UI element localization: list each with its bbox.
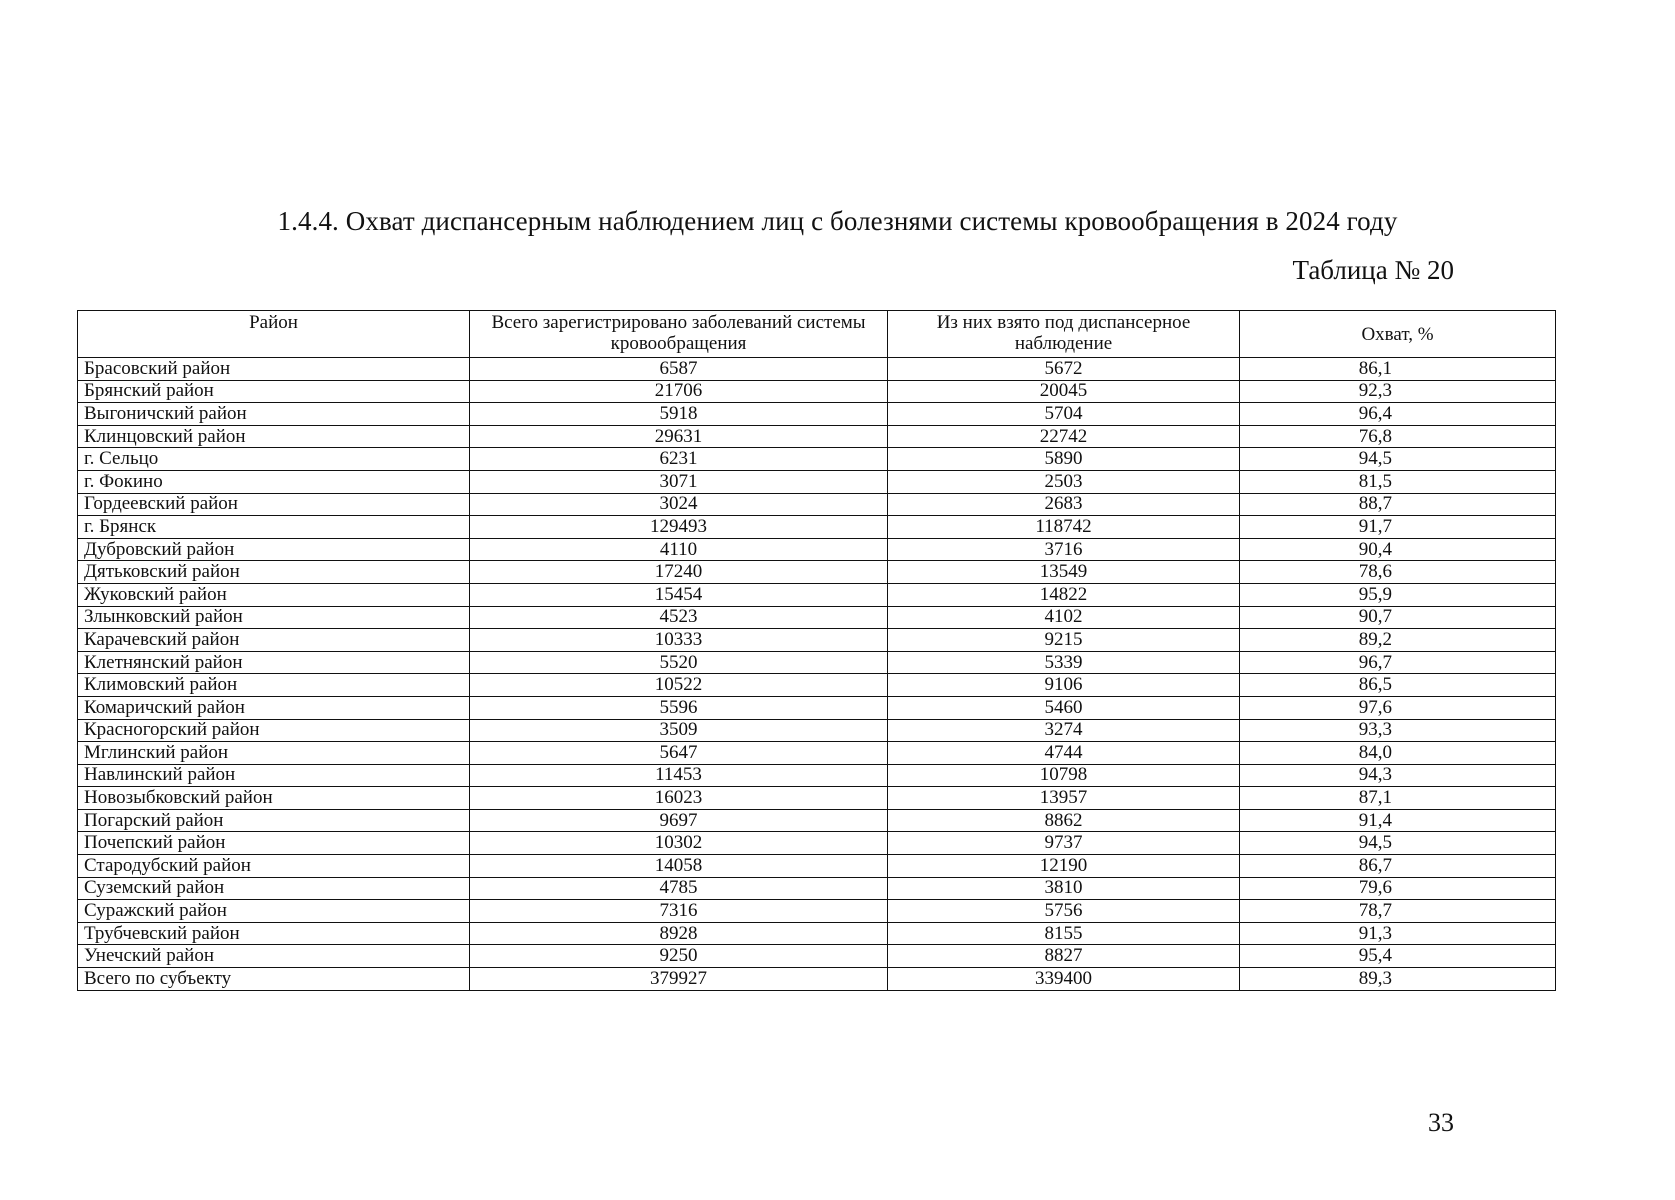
- table-row: [78, 742, 1556, 765]
- table-row: [78, 493, 1556, 516]
- coverage-cell: 78,7: [1240, 900, 1556, 923]
- under-observation-cell: 3274: [888, 719, 1240, 742]
- table-row: [78, 945, 1556, 968]
- table-row: [78, 380, 1556, 403]
- coverage-cell: 86,5: [1240, 674, 1556, 697]
- total-registered-cell: 4785: [470, 877, 888, 900]
- district-cell: Навлинский район: [78, 764, 470, 787]
- coverage-cell: 94,5: [1240, 448, 1556, 471]
- coverage-cell: 93,3: [1240, 719, 1556, 742]
- district-cell: Погарский район: [78, 809, 470, 832]
- district-cell: Новозыбковский район: [78, 787, 470, 810]
- district-cell: Почепский район: [78, 832, 470, 855]
- district-cell: Клинцовский район: [78, 425, 470, 448]
- table-header-row: [78, 311, 1556, 358]
- table-row: [78, 900, 1556, 923]
- coverage-cell: 90,4: [1240, 538, 1556, 561]
- under-observation-cell: 9215: [888, 629, 1240, 652]
- district-cell: Унечский район: [78, 945, 470, 968]
- coverage-cell: 92,3: [1240, 380, 1556, 403]
- district-cell: Суражский район: [78, 900, 470, 923]
- table-number-label: Таблица № 20: [1292, 255, 1454, 285]
- total-registered-cell: 5647: [470, 742, 888, 765]
- under-observation-cell: 3810: [888, 877, 1240, 900]
- total-registered-cell: 21706: [470, 380, 888, 403]
- table-row: [78, 855, 1556, 878]
- under-observation-cell: 13549: [888, 561, 1240, 584]
- under-observation-cell: 5890: [888, 448, 1240, 471]
- coverage-cell: 95,4: [1240, 945, 1556, 968]
- table-row: [78, 877, 1556, 900]
- total-registered-cell: 6231: [470, 448, 888, 471]
- under-observation-cell: 8827: [888, 945, 1240, 968]
- coverage-cell: 91,7: [1240, 516, 1556, 539]
- total-registered-cell: 15454: [470, 583, 888, 606]
- coverage-cell: 88,7: [1240, 493, 1556, 516]
- total-registered-cell: 5918: [470, 403, 888, 426]
- under-observation-cell: 9106: [888, 674, 1240, 697]
- header-coverage-percent: Охват, %: [1240, 311, 1556, 358]
- under-observation-cell: 13957: [888, 787, 1240, 810]
- coverage-cell: 91,4: [1240, 809, 1556, 832]
- coverage-cell: 94,3: [1240, 764, 1556, 787]
- coverage-cell: 81,5: [1240, 470, 1556, 493]
- under-observation-cell: 8862: [888, 809, 1240, 832]
- under-observation-cell: 14822: [888, 583, 1240, 606]
- header-under-observation: Из них взято под диспансерное наблюдение: [888, 311, 1240, 358]
- total-registered-cell: 4110: [470, 538, 888, 561]
- under-observation-cell: 118742: [888, 516, 1240, 539]
- district-cell: Климовский район: [78, 674, 470, 697]
- coverage-cell: 86,1: [1240, 358, 1556, 381]
- table-row: [78, 629, 1556, 652]
- total-registered-cell: 10302: [470, 832, 888, 855]
- total-registered-cell: 17240: [470, 561, 888, 584]
- under-observation-cell: 5756: [888, 900, 1240, 923]
- district-cell: г. Фокино: [78, 470, 470, 493]
- table-body: [78, 358, 1556, 991]
- under-observation-cell: 4102: [888, 606, 1240, 629]
- table-row: [78, 516, 1556, 539]
- under-observation-cell: 12190: [888, 855, 1240, 878]
- total-registered-cell: 11453: [470, 764, 888, 787]
- table-row: [78, 606, 1556, 629]
- table-row: [78, 561, 1556, 584]
- district-cell: Всего по субъекту: [78, 968, 470, 991]
- total-registered-cell: 8928: [470, 922, 888, 945]
- table-row: [78, 651, 1556, 674]
- under-observation-cell: 10798: [888, 764, 1240, 787]
- table-row: [78, 832, 1556, 855]
- total-registered-cell: 3024: [470, 493, 888, 516]
- coverage-table: [77, 310, 1556, 991]
- under-observation-cell: 2683: [888, 493, 1240, 516]
- district-cell: г. Брянск: [78, 516, 470, 539]
- total-registered-cell: 4523: [470, 606, 888, 629]
- district-cell: Брянский район: [78, 380, 470, 403]
- total-registered-cell: 3509: [470, 719, 888, 742]
- total-registered-cell: 10333: [470, 629, 888, 652]
- coverage-cell: 96,7: [1240, 651, 1556, 674]
- total-registered-cell: 10522: [470, 674, 888, 697]
- district-cell: г. Сельцо: [78, 448, 470, 471]
- district-cell: Выгоничский район: [78, 403, 470, 426]
- coverage-cell: 87,1: [1240, 787, 1556, 810]
- coverage-cell: 76,8: [1240, 425, 1556, 448]
- total-registered-cell: 3071: [470, 470, 888, 493]
- header-district: Район: [78, 311, 470, 358]
- total-registered-cell: 16023: [470, 787, 888, 810]
- coverage-cell: 91,3: [1240, 922, 1556, 945]
- table-row: [78, 922, 1556, 945]
- table-row: [78, 403, 1556, 426]
- under-observation-cell: 4744: [888, 742, 1240, 765]
- table-row: [78, 470, 1556, 493]
- table-row: [78, 583, 1556, 606]
- district-cell: Клетнянский район: [78, 651, 470, 674]
- under-observation-cell: 22742: [888, 425, 1240, 448]
- coverage-cell: 79,6: [1240, 877, 1556, 900]
- coverage-cell: 96,4: [1240, 403, 1556, 426]
- under-observation-cell: 20045: [888, 380, 1240, 403]
- district-cell: Красногорский район: [78, 719, 470, 742]
- total-registered-cell: 29631: [470, 425, 888, 448]
- table-row: [78, 764, 1556, 787]
- coverage-cell: 97,6: [1240, 696, 1556, 719]
- total-registered-cell: 9697: [470, 809, 888, 832]
- total-registered-cell: 9250: [470, 945, 888, 968]
- coverage-cell: 94,5: [1240, 832, 1556, 855]
- district-cell: Стародубский район: [78, 855, 470, 878]
- district-cell: Дубровский район: [78, 538, 470, 561]
- under-observation-cell: 8155: [888, 922, 1240, 945]
- district-cell: Гордеевский район: [78, 493, 470, 516]
- page-number: 33: [1428, 1108, 1454, 1137]
- total-registered-cell: 14058: [470, 855, 888, 878]
- coverage-cell: 78,6: [1240, 561, 1556, 584]
- table-row: [78, 358, 1556, 381]
- district-cell: Комаричский район: [78, 696, 470, 719]
- table-row: [78, 787, 1556, 810]
- under-observation-cell: 2503: [888, 470, 1240, 493]
- district-cell: Дятьковский район: [78, 561, 470, 584]
- table-row: [78, 696, 1556, 719]
- under-observation-cell: 5704: [888, 403, 1240, 426]
- district-cell: Брасовский район: [78, 358, 470, 381]
- district-cell: Трубчевский район: [78, 922, 470, 945]
- district-cell: Жуковский район: [78, 583, 470, 606]
- table-row: [78, 719, 1556, 742]
- table-row: [78, 425, 1556, 448]
- table-row: [78, 448, 1556, 471]
- under-observation-cell: 5460: [888, 696, 1240, 719]
- total-registered-cell: 5520: [470, 651, 888, 674]
- table-row: [78, 809, 1556, 832]
- table-total-row: [78, 968, 1556, 991]
- coverage-cell: 84,0: [1240, 742, 1556, 765]
- under-observation-cell: 9737: [888, 832, 1240, 855]
- under-observation-cell: 3716: [888, 538, 1240, 561]
- total-registered-cell: 7316: [470, 900, 888, 923]
- section-title: 1.4.4. Охват диспансерным наблюдением лиц с болезнями системы кровообращения в 2024 году: [277, 206, 1398, 236]
- header-total-registered: Всего зарегистрировано заболеваний системы кровообращения: [470, 311, 888, 358]
- table-row: [78, 538, 1556, 561]
- under-observation-cell: 5672: [888, 358, 1240, 381]
- table-row: [78, 674, 1556, 697]
- coverage-cell: 89,2: [1240, 629, 1556, 652]
- total-registered-cell: 6587: [470, 358, 888, 381]
- district-cell: Мглинский район: [78, 742, 470, 765]
- coverage-cell: 95,9: [1240, 583, 1556, 606]
- district-cell: Злынковский район: [78, 606, 470, 629]
- coverage-cell: 89,3: [1240, 968, 1556, 991]
- total-registered-cell: 379927: [470, 968, 888, 991]
- district-cell: Суземский район: [78, 877, 470, 900]
- total-registered-cell: 129493: [470, 516, 888, 539]
- under-observation-cell: 5339: [888, 651, 1240, 674]
- coverage-cell: 86,7: [1240, 855, 1556, 878]
- district-cell: Карачевский район: [78, 629, 470, 652]
- under-observation-cell: 339400: [888, 968, 1240, 991]
- total-registered-cell: 5596: [470, 696, 888, 719]
- coverage-cell: 90,7: [1240, 606, 1556, 629]
